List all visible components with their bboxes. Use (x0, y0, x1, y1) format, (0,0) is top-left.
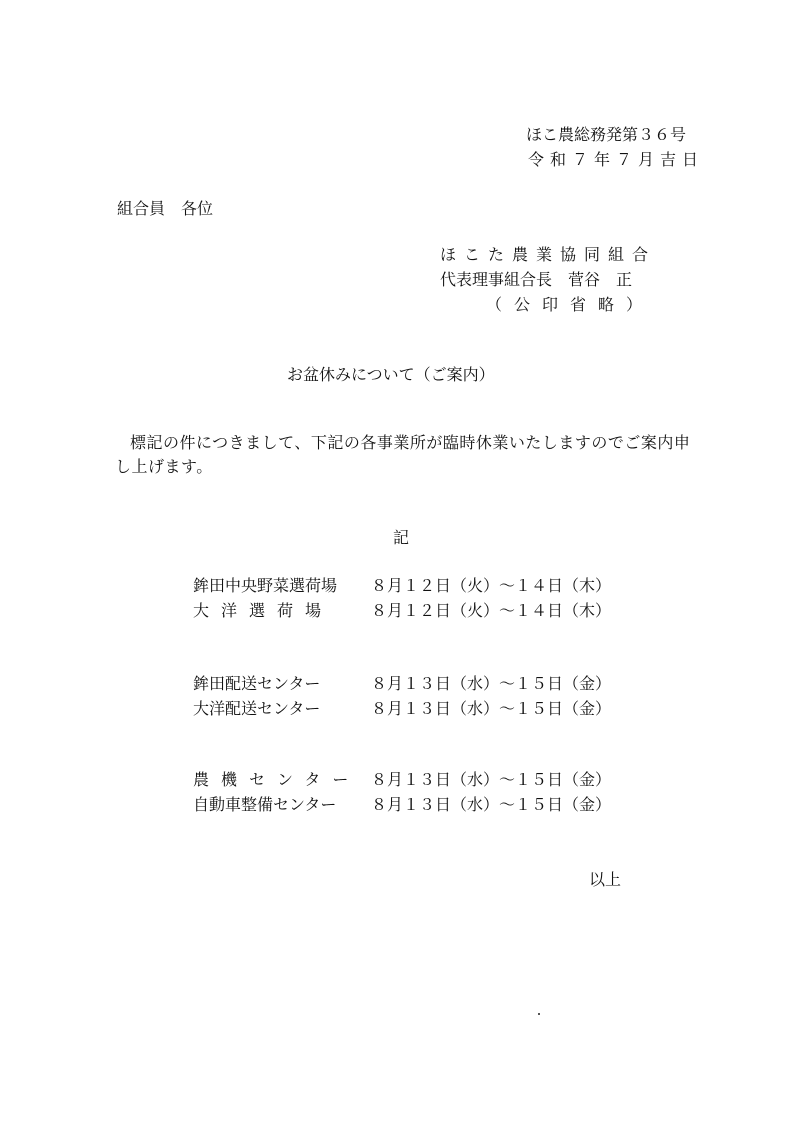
closing-mark: 以上 (589, 870, 622, 889)
facility-name: 農機センター (193, 770, 361, 789)
facility-name: 自動車整備センター (193, 795, 337, 814)
document-title: お盆休みについて（ご案内） (287, 365, 495, 384)
seal-omitted-note: （公印省略） (486, 295, 655, 314)
closure-period: ８月１２日（火）～１４日（木） (371, 601, 612, 620)
scan-speck (538, 1013, 540, 1015)
body-line-2: し上げます。 (115, 457, 213, 476)
body-line-1: 標記の件につきまして、下記の各事業所が臨時休業いたしますのでご案内申 (130, 433, 691, 452)
ki-heading: 記 (393, 528, 410, 547)
addressee: 組合員 各位 (117, 199, 214, 218)
closure-period: ８月１２日（火）～１４日（木） (371, 576, 612, 595)
closure-period: ８月１３日（水）～１５日（金） (371, 674, 612, 693)
closure-period: ８月１３日（水）～１５日（金） (371, 770, 612, 789)
document-number: ほこ農総務発第３６号 (526, 125, 687, 144)
closure-period: ８月１３日（水）～１５日（金） (371, 699, 612, 718)
facility-name: 大洋選荷場 (193, 601, 334, 620)
sender-representative: 代表理事組合長 菅谷 正 (440, 270, 633, 289)
document-date: 令和７年７月吉日 (528, 150, 705, 169)
facility-name: 鉾田中央野菜選荷場 (193, 576, 338, 595)
facility-name: 鉾田配送センター (193, 674, 321, 693)
facility-name: 大洋配送センター (193, 699, 321, 718)
closure-period: ８月１３日（水）～１５日（金） (371, 795, 612, 814)
sender-organization: ほこた農業協同組合 (440, 245, 657, 264)
